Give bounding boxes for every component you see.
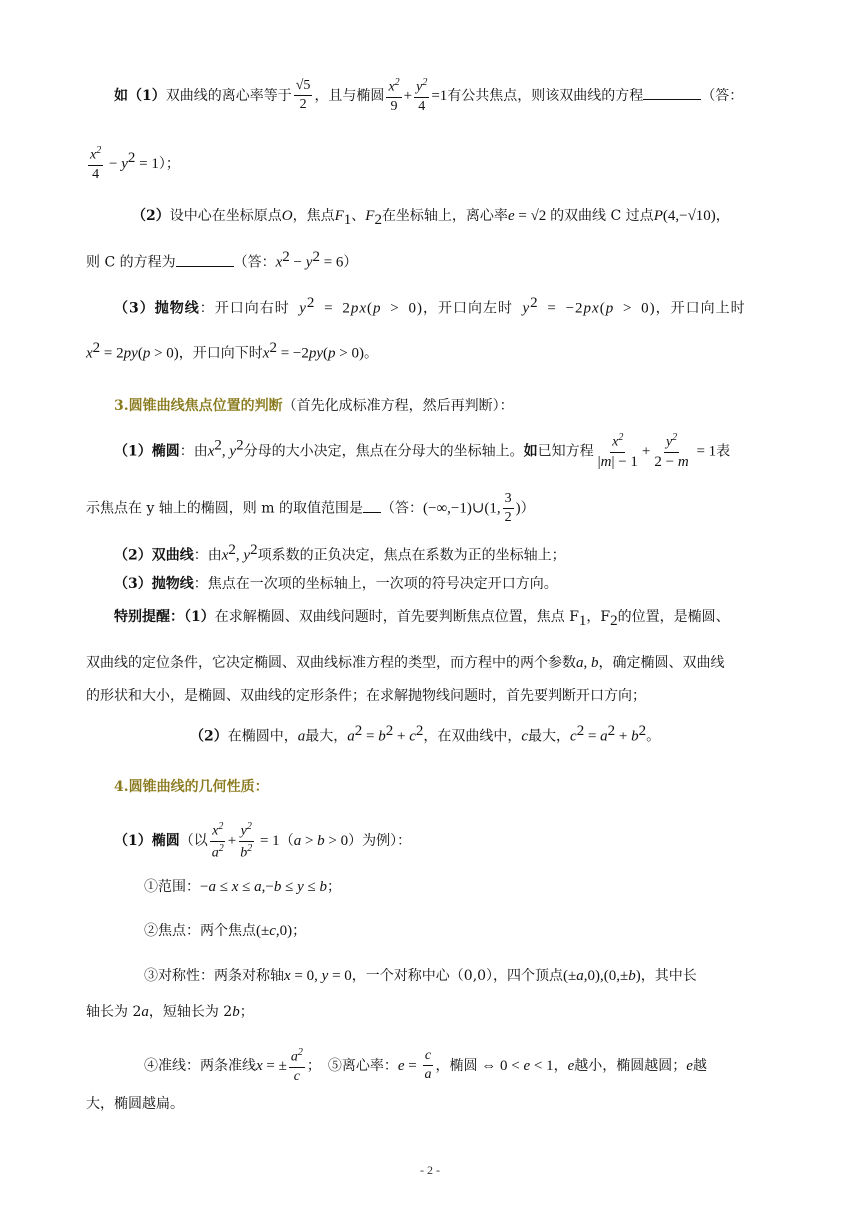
symmetry-line: ③对称性：两条对称轴x = 0, y = 0，一个对称中心（0,0），四个顶点(±a,0),(0,±b)，其中长 [144,968,697,984]
special-note-line-2: 双曲线的定位条件，它决定椭圆、双曲线标准方程的类型，而方程中的两个参数a, b，确定椭圆、双曲线 [86,655,725,671]
answer-line: $\frac{x^2}{4}$ − $y^2 = 1$）； [90,145,180,182]
flatness-line: 大，椭圆越扁。 [86,1096,184,1112]
special-note-line-3: 的形状和大小，是椭圆、双曲线的定形条件；在求解抛物线问题时，首先要判断开口方向； [86,688,646,704]
ellipse-rule-line: （1）椭圆：由$x^2$, $y^2$分母的大小决定，焦点在分母大的坐标轴上。如已知方程 $\frac{x^2}{|m| - 1}$ + $\frac{y^2}{2 - m}$ = 1表 [114,432,731,470]
example-2-answer: 则 C 的方程为 （答：$x^2 - y^2 = 6$） [86,249,358,271]
ellipse-properties-heading: （1）椭圆（以 $\frac{x^2}{a^2}$ + $\frac{y^2}{b^2}$ = 1（a > b > 0）为例）： [114,821,412,861]
example-2-line: （2）设中心在坐标原点O，焦点$F_1$、$F_2$在坐标轴上，离心率e = √2 的双曲线 C 过点P(4,−√10)， [132,208,730,228]
example-1-line: 如（1）双曲线的离心率等于 $\frac{√5}{2}$ ，且与椭圆 $\frac{x^2}{9}$ + $\frac{y^2}{4}$ =1有公共焦点，则该双曲线的方程 （答： [114,77,744,114]
ellipse-example-answer: 示焦点在 y 轴上的椭圆，则 m 的取值范围是 （答：(−∞,−1)∪(1, $\frac{3}{2}$ )） [86,491,535,525]
special-note-line: 特别提醒：（1）在求解椭圆、双曲线问题时，首先要判断焦点位置，焦点 $F_1$，$F_2$的位置，是椭圆、 [114,609,730,629]
axis-length-line: 轴长为 2a，短轴长为 2b； [86,1004,254,1020]
hyperbola-rule-line: （2）双曲线：由$x^2$, $y^2$项系数的正负决定，焦点在系数为正的坐标轴上； [114,542,566,564]
parabola-rule-line: （3）抛物线：焦点在一次项的坐标轴上，一次项的符号决定开口方向。 [114,576,558,592]
foci-line: ②焦点：两个焦点(±c,0)； [144,923,307,939]
answer-blank [363,498,381,513]
fraction: $\frac{√5}{2}$ [295,78,311,113]
answer-blank [176,252,234,267]
range-line: ①范围：−a ≤ x ≤ a,−b ≤ y ≤ b； [144,879,341,895]
section-3-heading: 3.圆锥曲线焦点位置的判断（首先化成标准方程，然后再判断）： [114,398,514,414]
parabola-line: （3）抛物线：开口向右时 $y^2 = 2px(p > 0)$，开口向左时 $y^2 = -2px(p > 0)$，开口向上时 [114,295,746,317]
directrix-eccentricity-line: ④准线：两条准线x = ± $\frac{a^2}{c}$ ； ⑤离心率：e = $\frac{c}{a}$ ，椭圆 ⇔ 0 < e < 1，e越小，椭圆越圆；e越 [144,1047,707,1084]
section-4-heading: 4.圆锥曲线的几何性质： [114,779,269,795]
answer-blank [643,85,701,100]
parabola-line-2: $x^2 = 2py(p > 0)$，开口向下时$x^2 = -2py(p > 0)$。 [86,340,379,362]
example-label: 如（1） [114,87,166,104]
page-number: - 2 - [420,1163,440,1177]
special-note-line-4: （2）在椭圆中，a最大，$a^2 = b^2 + c^2$，在双曲线中，c最大，$c^2 = a^2 + b^2$。 [190,723,661,745]
